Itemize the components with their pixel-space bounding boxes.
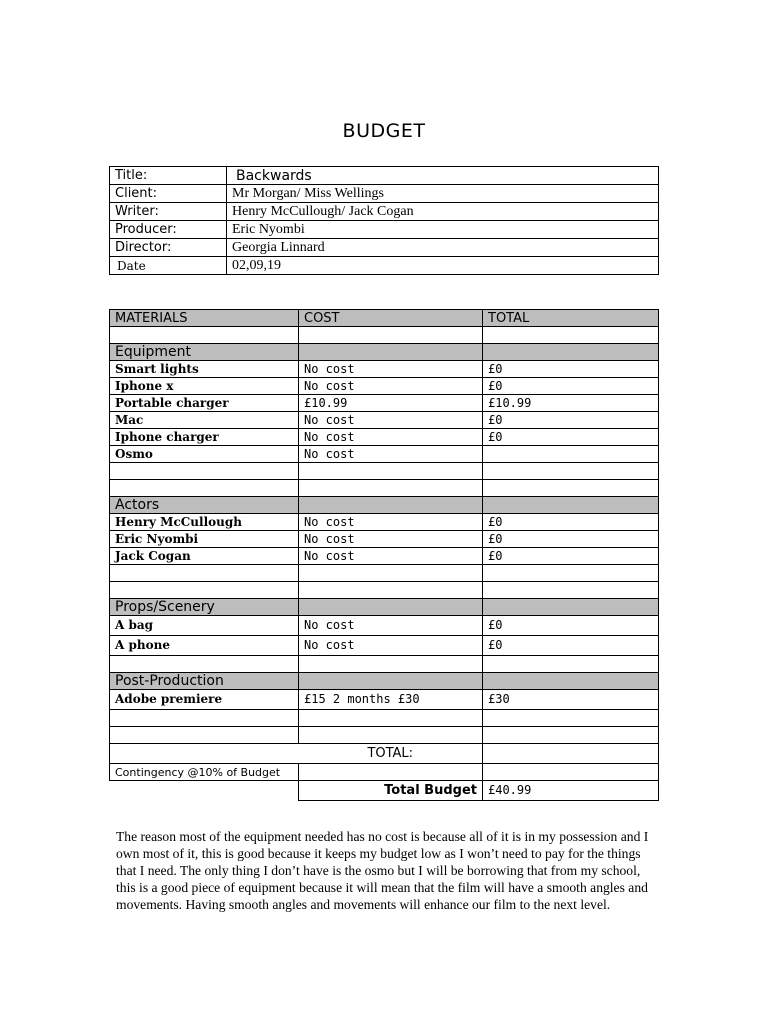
table-row	[110, 395, 659, 412]
info-value: Eric Nyombi	[227, 221, 659, 239]
item-total: £0	[483, 616, 659, 636]
info-row-client	[110, 185, 659, 203]
item-cost: No cost	[299, 548, 483, 565]
blank-row	[110, 656, 659, 673]
item-cost: No cost	[299, 429, 483, 446]
item-cost: No cost	[299, 361, 483, 378]
info-label: Client:	[110, 185, 227, 203]
info-label: Director:	[110, 239, 227, 257]
section-label: Post-Production	[110, 673, 299, 690]
blank-row	[110, 463, 659, 480]
table-row	[110, 361, 659, 378]
table-row	[110, 636, 659, 656]
info-label: Date	[110, 257, 227, 275]
budget-header-row	[110, 310, 659, 327]
item-name: A bag	[110, 616, 299, 636]
item-cost: No cost	[299, 412, 483, 429]
info-value: Backwards	[227, 167, 659, 185]
section-row-props	[110, 599, 659, 616]
item-total: £0	[483, 548, 659, 565]
cost-header: COST	[299, 310, 483, 327]
blank-row	[110, 480, 659, 497]
page-title: BUDGET	[342, 120, 426, 142]
info-label: Title:	[110, 167, 227, 185]
item-cost: No cost	[299, 531, 483, 548]
item-name: Iphone x	[110, 378, 299, 395]
blank-row	[110, 327, 659, 344]
blank-row	[110, 727, 659, 744]
item-total: £0	[483, 429, 659, 446]
item-name: Smart lights	[110, 361, 299, 378]
item-total	[483, 446, 659, 463]
table-row	[110, 548, 659, 565]
item-name: Jack Cogan	[110, 548, 299, 565]
item-cost: £10.99	[299, 395, 483, 412]
section-label: Actors	[110, 497, 299, 514]
info-value: 02,09,19	[227, 257, 659, 275]
table-row	[110, 378, 659, 395]
item-cost: No cost	[299, 514, 483, 531]
item-name: Eric Nyombi	[110, 531, 299, 548]
table-row	[110, 446, 659, 463]
total-budget-value: £40.99	[483, 781, 659, 801]
item-name: Mac	[110, 412, 299, 429]
materials-header: MATERIALS	[110, 310, 299, 327]
blank-row	[110, 582, 659, 599]
item-name: Adobe premiere	[110, 690, 299, 710]
table-row	[110, 514, 659, 531]
item-total: £0	[483, 514, 659, 531]
info-row-title	[110, 167, 659, 185]
section-label: Equipment	[110, 344, 299, 361]
total-budget-label: Total Budget	[299, 781, 483, 801]
table-row	[110, 616, 659, 636]
item-total: £0	[483, 378, 659, 395]
item-total: £0	[483, 531, 659, 548]
info-row-producer	[110, 221, 659, 239]
info-value: Georgia Linnard	[227, 239, 659, 257]
table-row	[110, 412, 659, 429]
table-row	[110, 690, 659, 710]
info-value: Mr Morgan/ Miss Wellings	[227, 185, 659, 203]
item-name: Osmo	[110, 446, 299, 463]
item-total: £0	[483, 361, 659, 378]
item-total: £0	[483, 412, 659, 429]
total-budget-row	[110, 781, 659, 801]
blank-row	[110, 710, 659, 727]
project-info-table	[109, 166, 659, 275]
info-row-writer	[110, 203, 659, 221]
section-label: Props/Scenery	[110, 599, 299, 616]
section-row-equipment	[110, 344, 659, 361]
table-row	[110, 531, 659, 548]
item-total: £30	[483, 690, 659, 710]
budget-table	[109, 309, 659, 801]
item-name: Iphone charger	[110, 429, 299, 446]
info-row-date	[110, 257, 659, 275]
contingency-row	[110, 764, 659, 781]
table-row	[110, 429, 659, 446]
item-name: Portable charger	[110, 395, 299, 412]
explanation-paragraph: The reason most of the equipment needed has no cost is because all of it is in my possession and I own most of it, this is good because it keeps my budget low as I won’t need to pay for the things that I need. The only thing I don’t have is the osmo but I will be borrowing that from my school, this is a good piece of equipment because it will mean that the film will have a smooth angles and movements. Having smooth angles and movements will enhance our film to the next level.	[116, 829, 649, 912]
section-row-post-production	[110, 673, 659, 690]
item-cost: £15 2 months £30	[299, 690, 483, 710]
total-header: TOTAL	[483, 310, 659, 327]
info-value: Henry McCullough/ Jack Cogan	[227, 203, 659, 221]
item-total: £0	[483, 636, 659, 656]
item-cost: No cost	[299, 636, 483, 656]
item-cost: No cost	[299, 378, 483, 395]
info-row-director	[110, 239, 659, 257]
item-cost: No cost	[299, 616, 483, 636]
item-name: A phone	[110, 636, 299, 656]
item-name: Henry McCullough	[110, 514, 299, 531]
item-total: £10.99	[483, 395, 659, 412]
info-label: Writer:	[110, 203, 227, 221]
contingency-label: Contingency @10% of Budget	[110, 764, 299, 781]
section-row-actors	[110, 497, 659, 514]
total-row	[110, 744, 659, 764]
blank-row	[110, 565, 659, 582]
info-label: Producer:	[110, 221, 227, 239]
total-label: TOTAL:	[299, 744, 483, 764]
item-cost: No cost	[299, 446, 483, 463]
